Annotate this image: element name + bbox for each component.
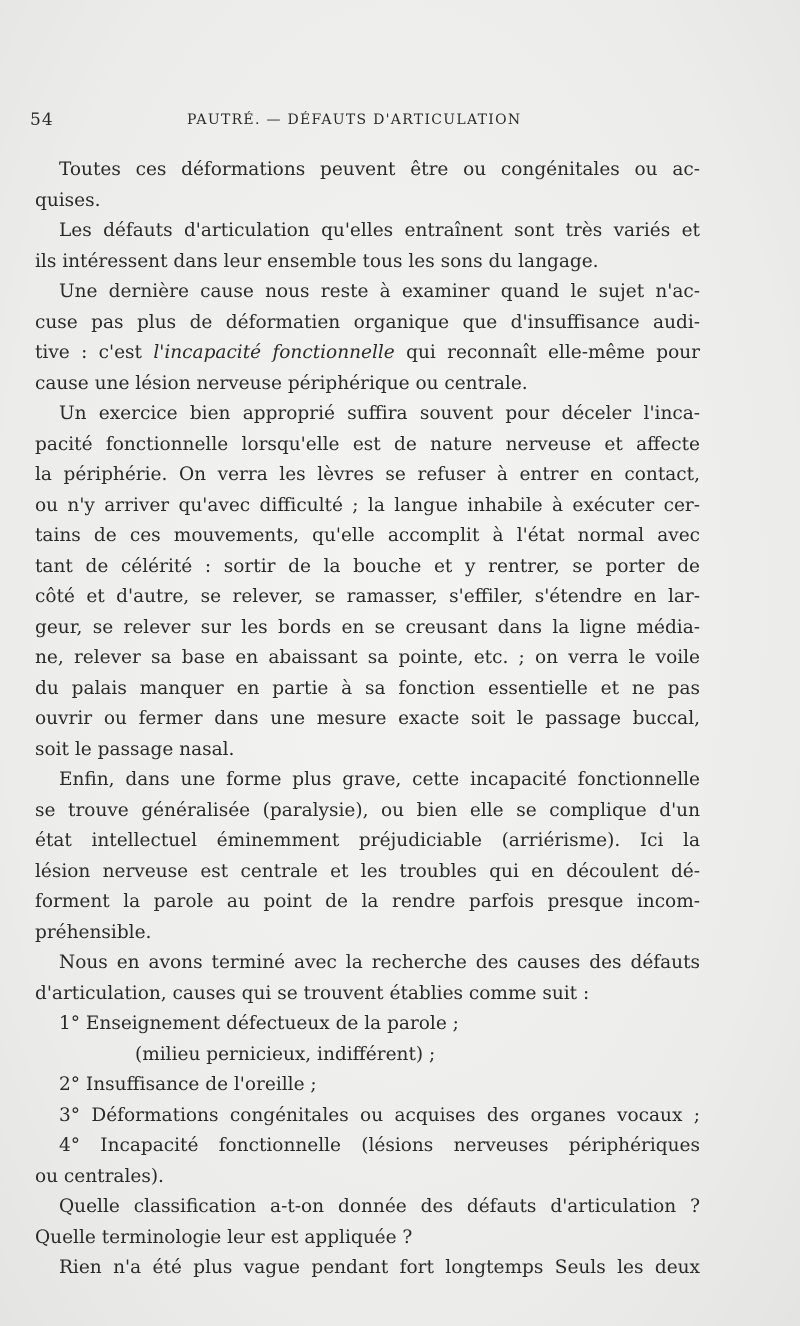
- text-line: Un exercice bien approprié suffira souvent pour déceler l'inca-: [59, 403, 700, 424]
- text-line: 2° Insuffisance de l'oreille ;: [59, 1074, 317, 1095]
- text-line: soit le passage nasal.: [35, 738, 235, 760]
- text-line: ils intéressent dans leur ensemble tous les sons du langage.: [35, 250, 599, 272]
- text-line: Nous en avons terminé avec la recherche des causes des défauts: [59, 952, 700, 973]
- text-line: se trouve généralisée (paralysie), ou bien elle se complique d'un: [35, 799, 700, 821]
- text-line: d'articulation, causes qui se trouvent établies comme suit :: [35, 982, 590, 1004]
- text-line: la périphérie. On verra les lèvres se refuser à entrer en contact,: [35, 464, 700, 485]
- text-line: ouvrir ou fermer dans une mesure exacte soit le passage buccal,: [35, 708, 700, 729]
- page-header: [30, 110, 730, 134]
- text-line: cuse pas plus de déformatien organique que d'insuffisance audi-: [35, 311, 700, 333]
- text-line: ou n'y arriver qu'avec difficulté ; la langue inhabile à exécuter cer-: [35, 494, 700, 516]
- text-line: geur, se relever sur les bords en se creusant dans la ligne média-: [35, 616, 700, 638]
- text-line: Enfin, dans une forme plus grave, cette incapacité fonctionnelle: [59, 769, 700, 790]
- text-line: côté et d'autre, se relever, se ramasser, s'effiler, s'étendre en lar-: [35, 586, 700, 607]
- text-line: forment la parole au point de la rendre parfois presque incom-: [35, 891, 700, 912]
- running-head: PAUTRÉ. — DÉFAUTS D'ARTICULATION: [187, 112, 522, 128]
- text-line: tant de célérité : sortir de la bouche et y rentrer, se porter de: [35, 555, 700, 577]
- text-line: 1° Enseignement défectueux de la parole ;: [59, 1013, 459, 1034]
- text-line: préhensible.: [35, 921, 152, 943]
- text-line: cause une lésion nerveuse périphérique ou centrale.: [35, 372, 528, 394]
- text-line: Une dernière cause nous reste à examiner quand le sujet n'ac-: [59, 281, 700, 302]
- text-line: Toutes ces déformations peuvent être ou congénitales ou ac-: [59, 159, 700, 180]
- text-line: Quelle terminologie leur est appliquée ?: [35, 1226, 413, 1248]
- text-run: tive : c'est: [35, 342, 154, 363]
- text-run: qui reconnaît elle-même pour: [394, 342, 701, 363]
- italic-term: l'incapacité fonctionnelle: [153, 342, 395, 363]
- text-line: tains de ces mouvements, qu'elle accomplit à l'état normal avec: [35, 525, 700, 546]
- text-line: du palais manquer en partie à sa fonction essentielle et ne pas: [35, 677, 700, 699]
- text-line: (milieu pernicieux, indifférent) ;: [135, 1043, 436, 1065]
- text-line: lésion nerveuse est centrale et les troubles qui en découlent dé-: [35, 860, 700, 882]
- text-line: ne, relever sa base en abaissant sa pointe, etc. ; on verra le voile: [35, 647, 700, 668]
- text-line: 3° Déformations congénitales ou acquises des organes vocaux ;: [59, 1104, 700, 1126]
- text-line: ou centrales).: [35, 1165, 164, 1187]
- text-line: Quelle classification a-t-on donnée des défauts d'articulation ?: [59, 1196, 700, 1217]
- text-line: quises.: [35, 189, 101, 211]
- text-line: pacité fonctionnelle lorsqu'elle est de nature nerveuse et affecte: [35, 433, 700, 455]
- text-line: 4° Incapacité fonctionnelle (lésions nerveuses périphériques: [59, 1135, 700, 1156]
- text-line: état intellectuel éminemment préjudiciable (arriérisme). Ici la: [35, 830, 700, 851]
- body-text: [35, 155, 700, 1284]
- text-line: [35, 338, 700, 369]
- page-number: 54: [30, 110, 54, 130]
- text-line: Rien n'a été plus vague pendant fort longtemps Seuls les deux: [59, 1257, 700, 1278]
- text-line: Les défauts d'articulation qu'elles entraînent sont très variés et: [59, 220, 700, 241]
